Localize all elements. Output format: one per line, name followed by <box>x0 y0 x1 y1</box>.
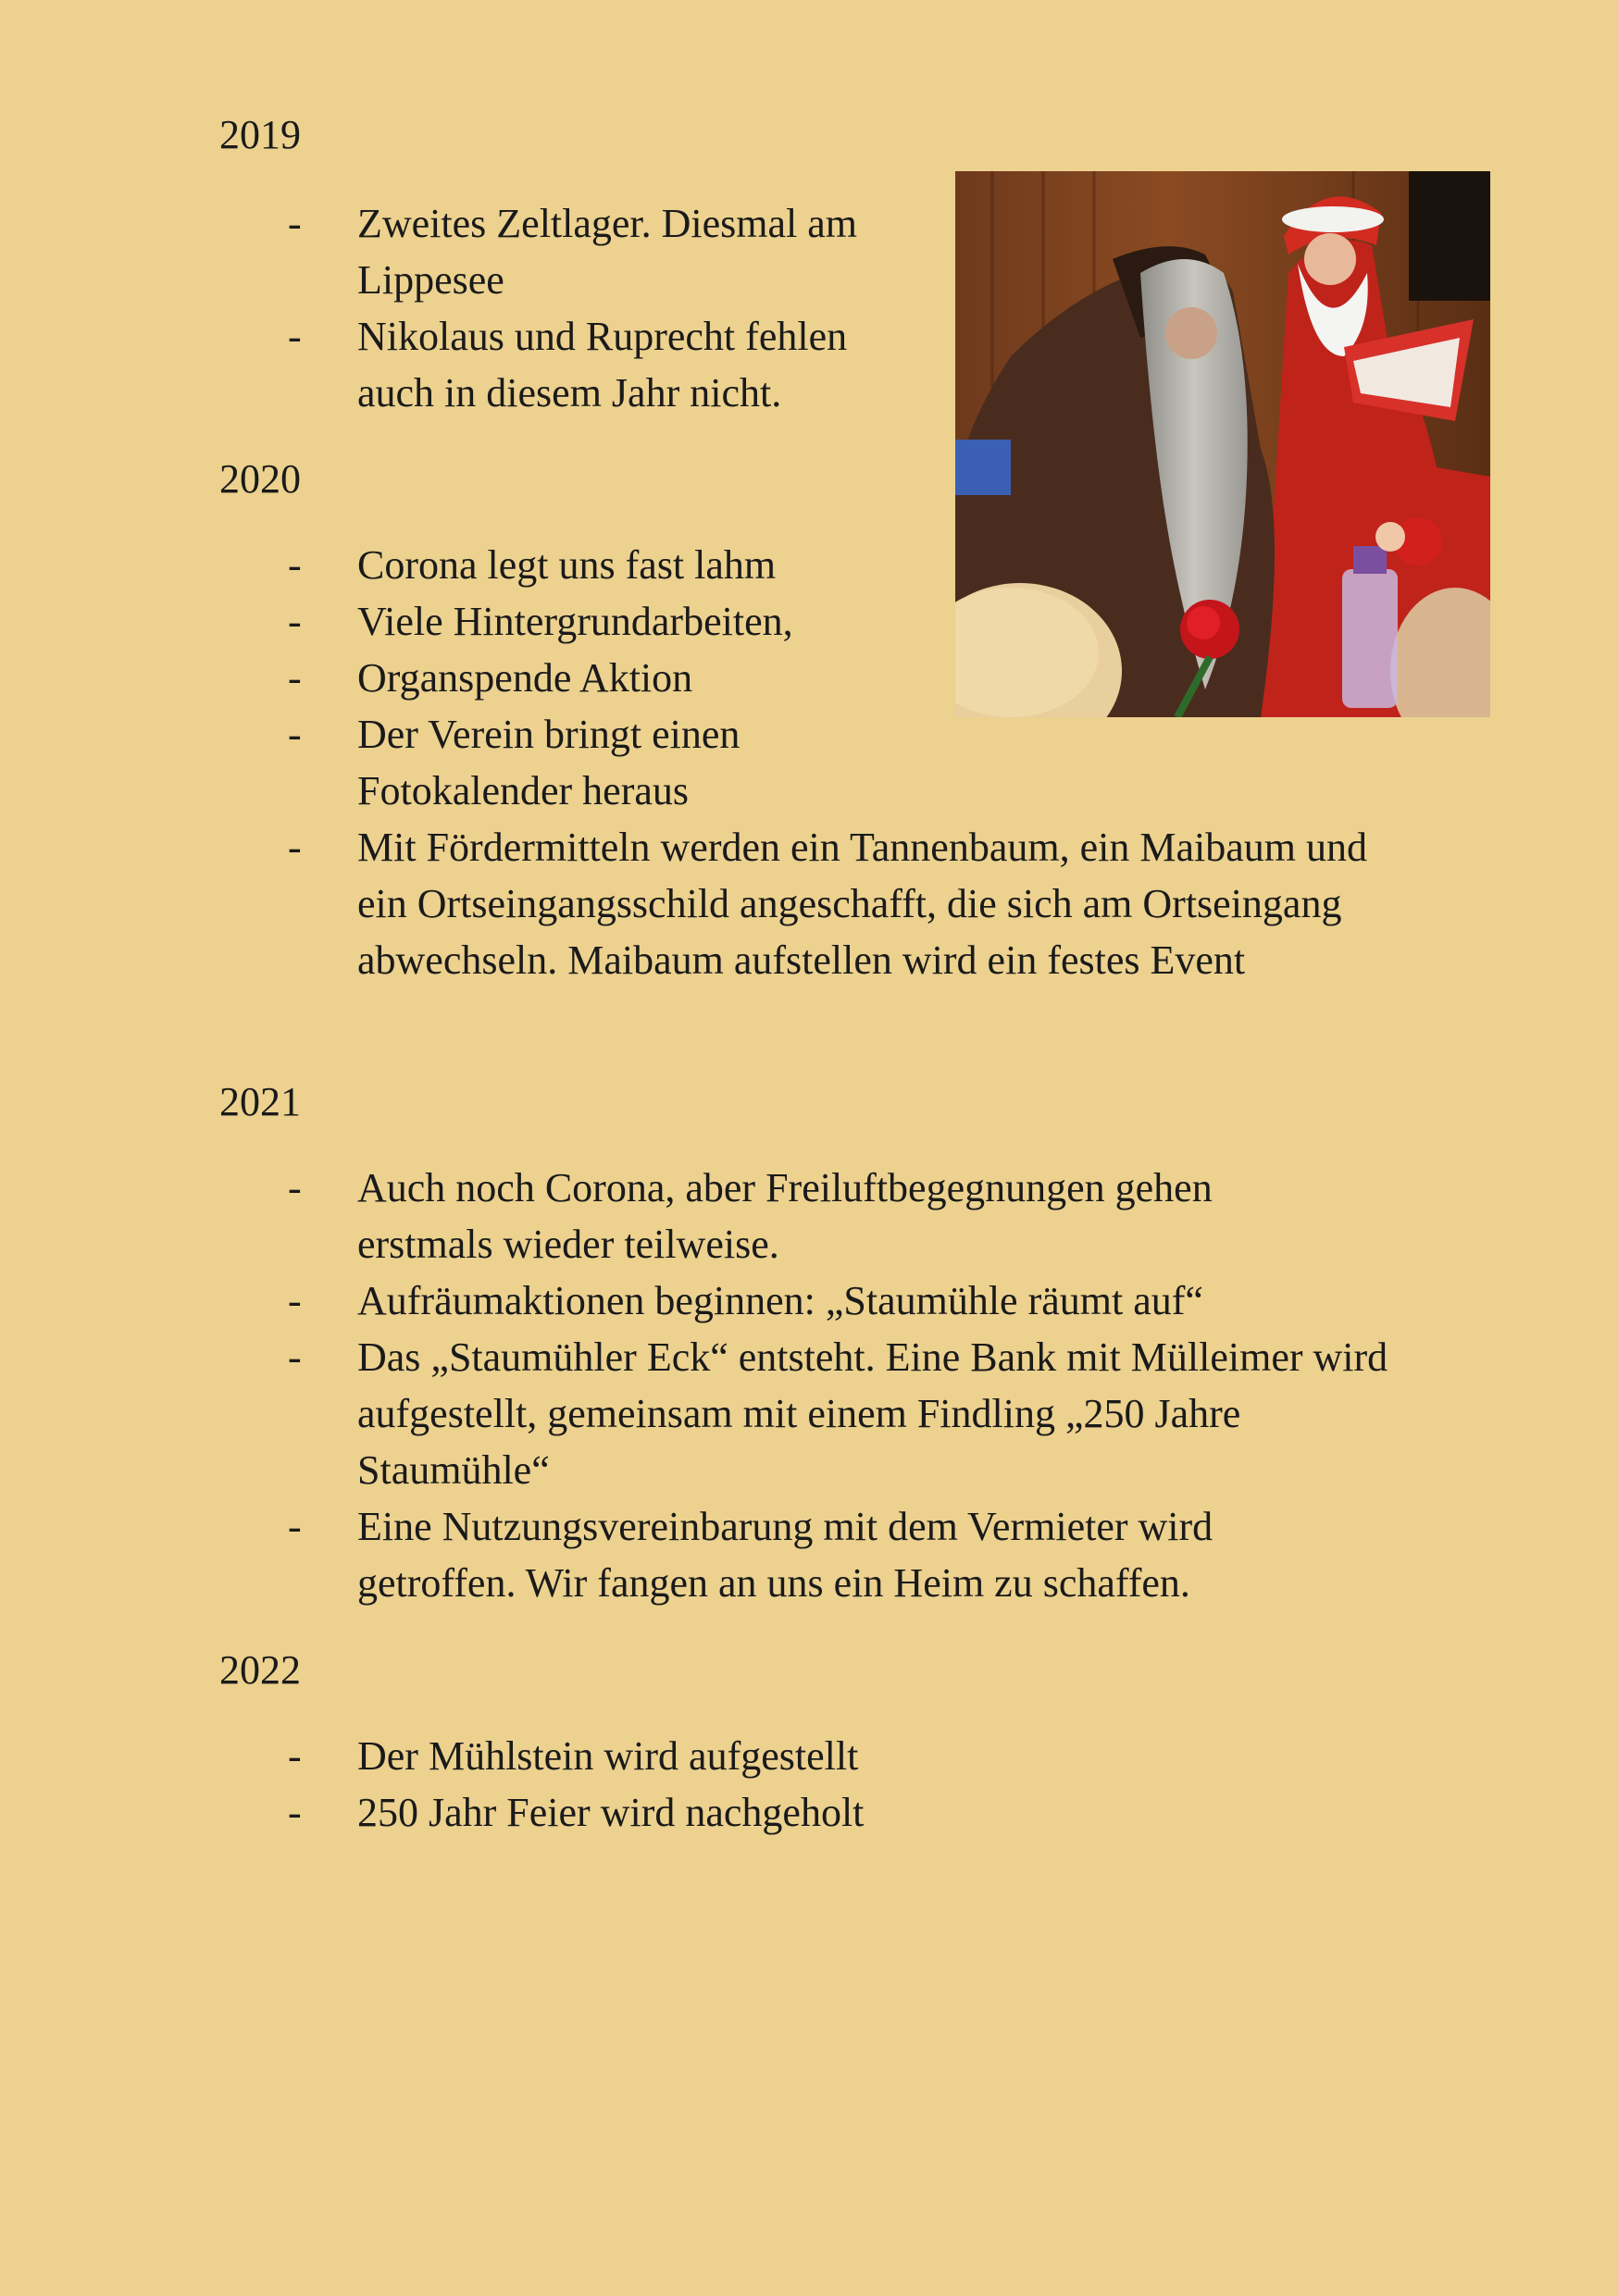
list-dash: - <box>288 655 302 701</box>
list-item: Der Verein bringt einen Fotokalender heraus <box>357 712 741 813</box>
list-dash: - <box>288 314 302 359</box>
list-dash: - <box>288 599 302 644</box>
list-dash: - <box>288 542 302 588</box>
list-dash: - <box>288 712 302 757</box>
list-item: Viele Hintergrundarbeiten, <box>357 599 793 644</box>
list-dash: - <box>288 1790 302 1835</box>
list-item: Zweites Zeltlager. Diesmal am Lippesee <box>357 201 858 303</box>
list-item: Corona legt uns fast lahm <box>357 542 777 588</box>
list-item: 250 Jahr Feier wird nachgeholt <box>357 1790 865 1835</box>
list-item: Der Mühlstein wird aufgestellt <box>357 1733 859 1779</box>
list-dash: - <box>288 201 302 246</box>
year-heading-2021: 2021 <box>219 1079 301 1124</box>
list-dash: - <box>288 1334 302 1380</box>
list-item: Eine Nutzungsvereinbarung mit dem Vermieter wird getroffen. Wir fangen an uns ein Heim zu schaffen. <box>357 1504 1214 1606</box>
year-heading-2020: 2020 <box>219 456 301 502</box>
list-dash: - <box>288 1733 302 1779</box>
list-item: Aufräumaktionen beginnen: „Staumühle räumt auf“ <box>357 1278 1203 1323</box>
year-heading-2019: 2019 <box>219 112 301 157</box>
nikolaus-ruprecht-photo <box>955 171 1490 717</box>
list-item: Mit Fördermitteln werden ein Tannenbaum, ein Maibaum und ein Ortseingangsschild angeschafft, die sich am Ortseingang abwechseln. Maibaum aufstellen wird ein festes Event <box>357 825 1367 983</box>
year-heading-2022: 2022 <box>219 1647 301 1693</box>
list-dash: - <box>288 1165 302 1210</box>
list-dash: - <box>288 825 302 870</box>
list-dash: - <box>288 1504 302 1549</box>
list-item: Nikolaus und Ruprecht fehlen auch in diesem Jahr nicht. <box>357 314 848 416</box>
list-item: Auch noch Corona, aber Freiluftbegegnungen gehen erstmals wieder teilweise. <box>357 1165 1213 1267</box>
list-item: Organspende Aktion <box>357 655 693 701</box>
list-item: Das „Staumühler Eck“ entsteht. Eine Bank mit Mülleimer wird aufgestellt, gemeinsam mit einem Findling „250 Jahre Staumühle“ <box>357 1334 1388 1493</box>
list-dash: - <box>288 1278 302 1323</box>
